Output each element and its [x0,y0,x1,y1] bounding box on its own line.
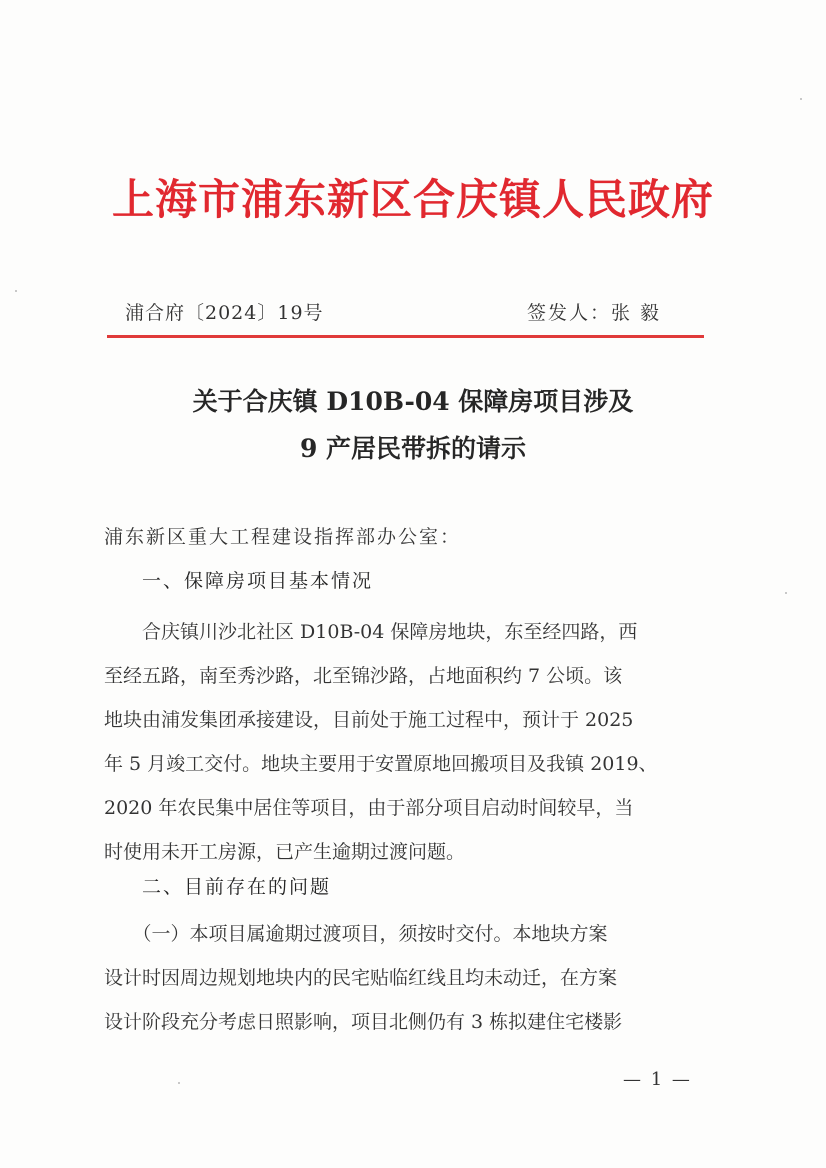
section-1-paragraph [104,610,704,874]
scan-speck [15,290,17,292]
paragraph-line: （一）本项目属逾期过渡项目，须按时交付。本地块方案 [104,923,608,945]
paragraph-line: 地块由浦发集团承接建设，目前处于施工过程中，预计于 2025 [104,709,634,731]
scan-speck [800,98,802,100]
section-2-heading: 二、目前存在的问题 [142,876,332,898]
paragraph-line: 设计时因周边规划地块内的民宅贴临红线且均未动迁，在方案 [104,967,618,989]
paragraph-line: 年 5 月竣工交付。地块主要用于安置原地回搬项目及我镇 2019、 [104,753,658,775]
page-number: — 1 — [623,1069,692,1090]
paragraph-line: 设计阶段充分考虑日照影响，项目北侧仍有 3 栋拟建住宅楼影 [104,1011,623,1033]
red-divider [107,335,704,338]
section-2-paragraph [104,912,704,1044]
paragraph-line: 2020 年农民集中居住等项目，由于部分项目启动时间较早，当 [104,797,634,819]
paragraph-line: 至经五路，南至秀沙路，北至锦沙路，占地面积约 7 公顷。该 [104,665,623,687]
issuer-title: 上海市浦东新区合庆镇人民政府 [111,175,714,224]
scan-speck [785,592,787,594]
title-line-2: 9 产居民带拆的请示 [299,434,527,463]
signer-line: 签发人：张 毅 [527,302,662,324]
document-title [0,378,826,472]
document-number: 浦合府〔2024〕19号 [125,302,324,324]
salutation: 浦东新区重大工程建设指挥部办公室： [104,526,462,548]
section-1-heading: 一、保障房项目基本情况 [142,570,374,592]
scan-speck [178,1082,180,1084]
paragraph-line: 时使用未开工房源，已产生逾期过渡问题。 [104,841,466,863]
title-line-1: 关于合庆镇 D10B-04 保障房项目涉及 [192,387,634,416]
paragraph-line: 合庆镇川沙北社区 D10B-04 保障房地块，东至经四路，西 [104,621,638,643]
